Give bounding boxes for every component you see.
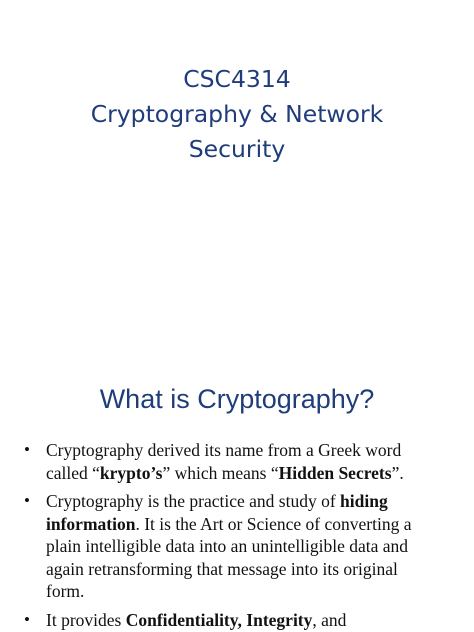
text-run: plain intelligible data into an unintelligible data and [46,536,409,556]
course-title-line-2: Cryptography & Network [90,100,384,128]
bullet-text-line [46,558,454,581]
course-title [0,62,474,167]
bullet-text-line [46,490,454,513]
bullet-text-line [46,513,454,536]
text-run: ”. [391,462,404,483]
bullet-item-definition [24,490,454,603]
text-run: called “ [46,462,100,483]
slide-title: What is Cryptography? [99,384,375,414]
bullet-marker: • [24,440,30,459]
text-run: Cryptography derived its name from a Greek word [46,440,402,460]
bullet-text-line [46,462,454,485]
bullet-text-line [46,535,454,558]
text-run: . It is the Art or Science of converting a [135,513,412,534]
bullet-text-line [46,439,454,462]
bullet-text-line [46,609,454,632]
bullet-item-name-origin [24,439,454,484]
content-slide [0,355,474,632]
bullet-list [24,439,454,632]
bold-term: information [46,513,136,534]
bullet-marker: • [24,609,30,629]
text-run: again retransforming that message into its original [46,558,398,579]
course-code: CSC4314 [183,65,291,93]
bold-term: Confidentiality, Integrity [125,609,313,630]
bold-term: krypto’s [99,462,163,483]
course-title-line-3: Security [188,135,286,163]
bold-term: Hidden Secrets [278,462,392,483]
text-run: , and [312,609,347,630]
text-run: ” which means “ [162,462,279,483]
bold-term: hiding [340,491,388,511]
text-run: It provides [46,609,126,630]
bullet-marker: • [24,491,30,510]
text-run: form. [46,581,85,601]
text-run: Cryptography is the practice and study of [46,491,341,511]
bullet-item-provides [24,609,454,632]
bullet-text-line [46,580,454,603]
